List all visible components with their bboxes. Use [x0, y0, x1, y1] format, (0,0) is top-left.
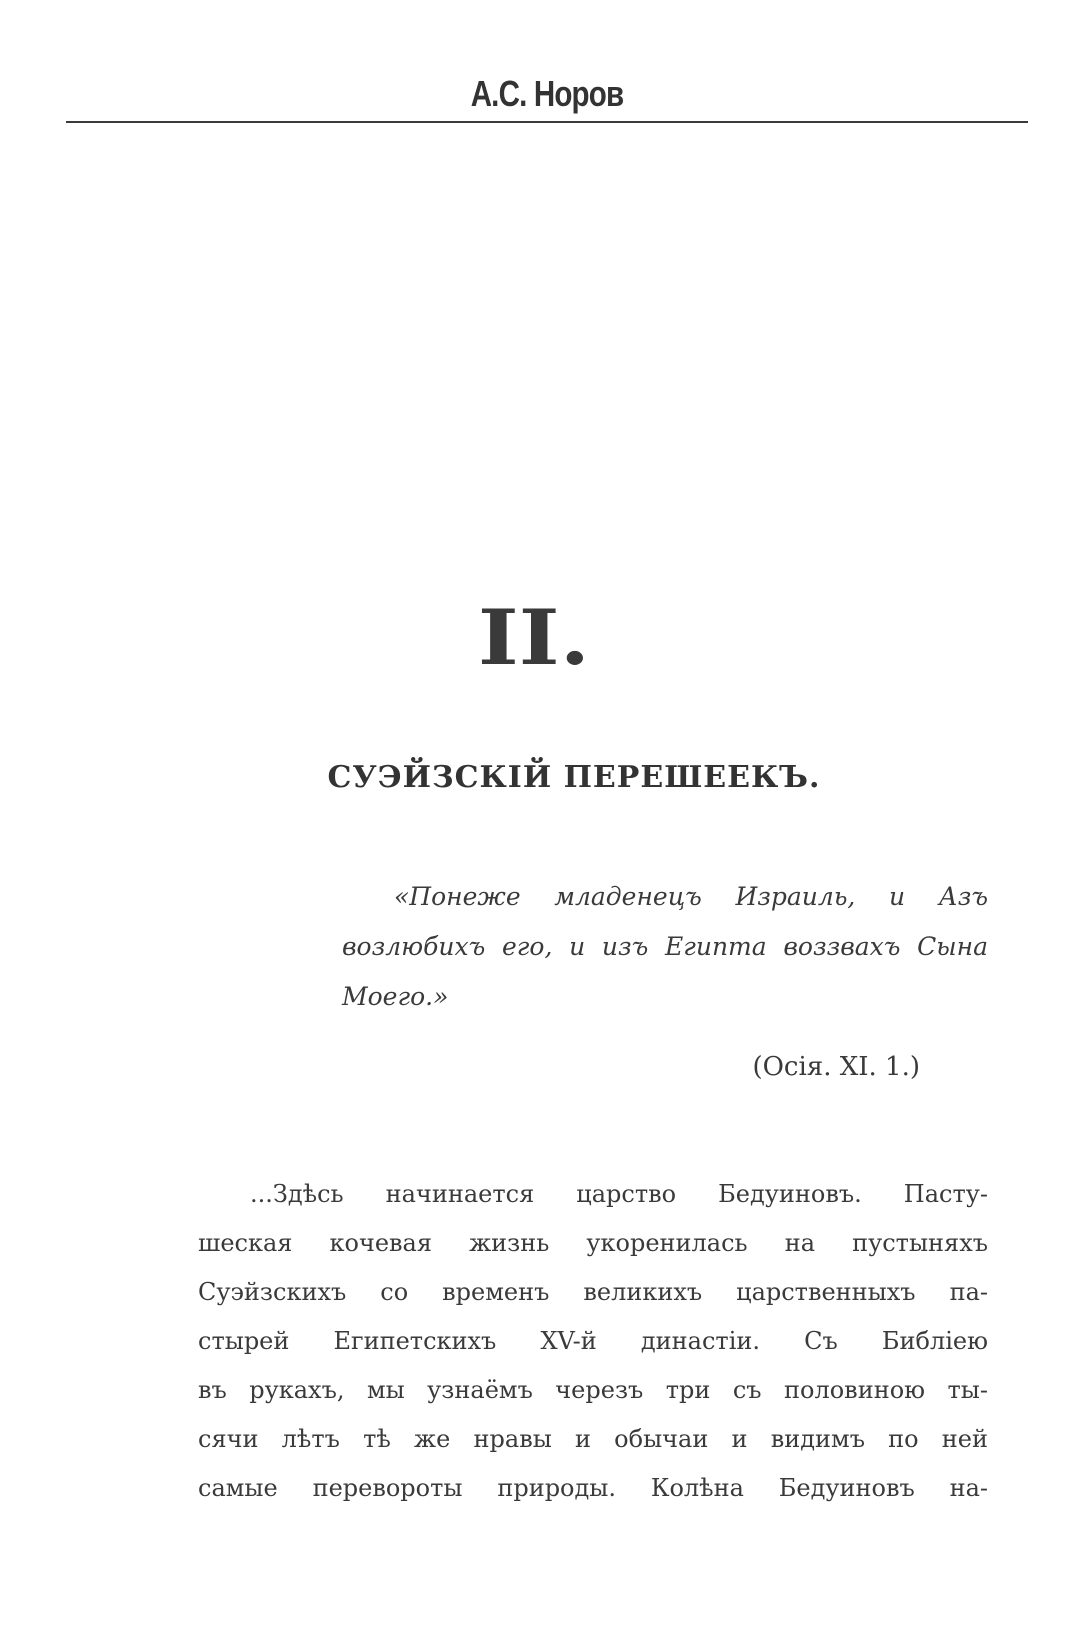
author-name: А.С. Норов	[470, 73, 624, 114]
body-line: ...Здѣсь начинается царство Бедуиновъ. Пасту-	[250, 1180, 988, 1208]
chapter-title: СУЭЙЗСКІЙ ПЕРЕШЕЕКЪ.	[327, 760, 821, 795]
body-line: шеская кочевая жизнь укоренилась на пустыняхъ	[198, 1229, 988, 1257]
header-rule	[66, 121, 1028, 123]
epigraph-source: (Осія. XI. 1.)	[752, 1052, 920, 1082]
chapter-number: II.	[477, 593, 591, 682]
body-line: Суэйзскихъ со временъ великихъ царственныхъ па-	[198, 1278, 988, 1306]
body-line: въ рукахъ, мы узнаёмъ черезъ три съ половиною ты-	[198, 1376, 988, 1404]
body-line: сячи лѣтъ тѣ же нравы и обычаи и видимъ по ней	[198, 1425, 988, 1453]
body-line: стырей Египетскихъ XV-й династіи. Съ Библіею	[198, 1327, 988, 1355]
page-header	[66, 72, 1028, 124]
body-line: самые перевороты природы. Колѣна Бедуиновъ на-	[198, 1474, 988, 1502]
epigraph-quote: «Понеже младенецъ Израиль, и Азъ возлюбихъ его, и изъ Египта воззвахъ Сына Моего.»	[342, 882, 988, 1011]
body-paragraph	[198, 1170, 988, 1513]
